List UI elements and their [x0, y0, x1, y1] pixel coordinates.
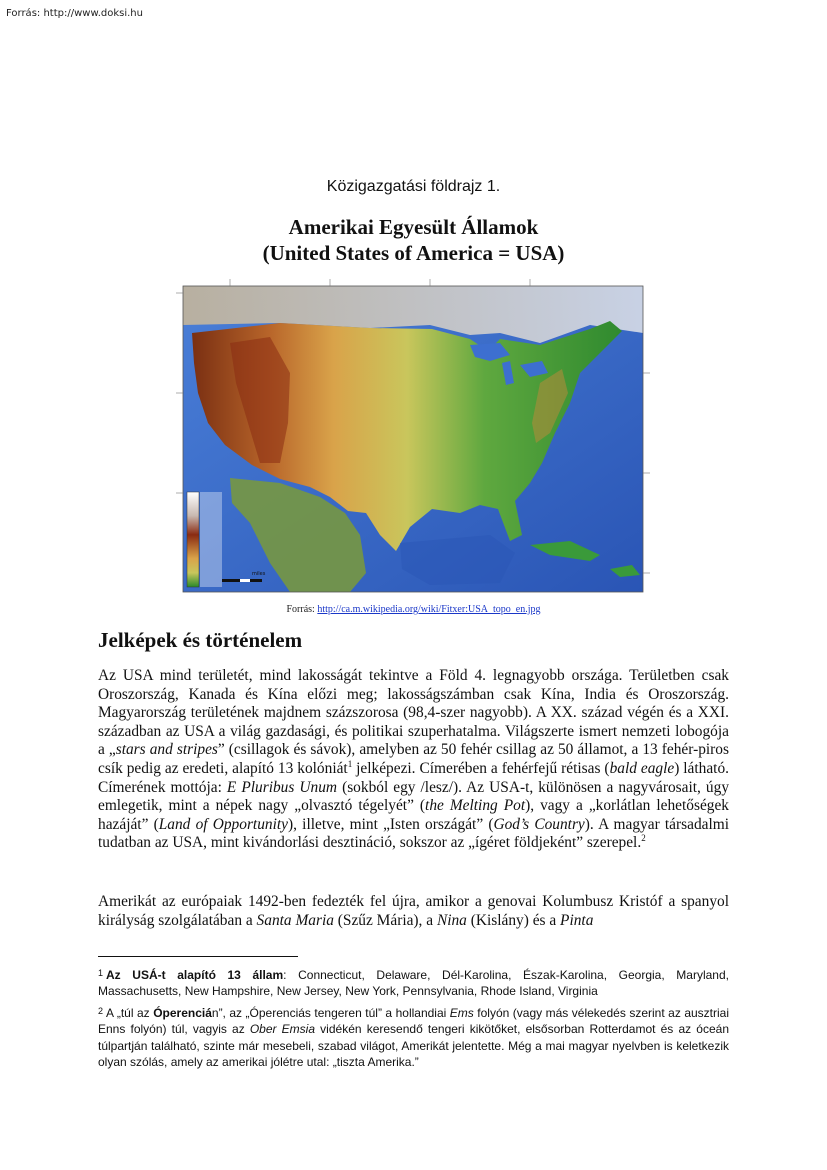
- text-run: ). A magyar társadalmi tudatban az USA, mint kivándorlási desztináció, sokszor az „ígéret földjeként” szerepel.: [98, 815, 729, 852]
- italic-term: stars and stripes: [115, 741, 218, 759]
- footnote-bold-term: Óperenciá: [153, 1006, 212, 1020]
- section-heading: Jelképek és történelem: [98, 628, 303, 652]
- elevation-legend: [187, 492, 199, 587]
- italic-term: Ems: [449, 1006, 474, 1020]
- footnote-number: 1: [98, 968, 104, 978]
- document-subtitle: (United States of America = USA): [262, 241, 565, 265]
- text-run: (Kislány) és a: [466, 911, 561, 929]
- text-run: Amerikát az európaiak 1492-ben fedezték fel újra, amikor a genovai Kolumbusz Kristóf a spanyol királyság szolgálatában a: [98, 893, 729, 929]
- footnote-1: [98, 965, 729, 1000]
- text-run: A „túl az: [106, 1006, 154, 1020]
- text-run: ), illetve, mint „Isten országát” (: [288, 815, 494, 833]
- footnote-number: 2: [98, 1006, 104, 1016]
- text-run: : Connecticut, Delaware, Dél-Karolina, Észak-Karolina, Georgia, Maryland, Massachusetts, New Hampshire, New Jersey, New York, Pennsylvania, Rhode Island, Virginia: [98, 968, 729, 999]
- text-run: (sokból egy /lesz/). Az USA-t, különösen a nagyvárosait, úgy emlegetik, mint a népek nagy „olvasztó tégelyét” (: [98, 778, 730, 815]
- italic-term: Ober Emsia: [249, 1022, 316, 1037]
- italic-term: the Melting Pot: [425, 797, 526, 815]
- italic-term: Land of Opportunity: [158, 815, 288, 833]
- italic-term: Santa Maria: [256, 911, 334, 929]
- map-caption: [0, 604, 827, 615]
- text-run: ) látható. Címerének mottója:: [98, 759, 729, 796]
- legend-labels-panel: [200, 492, 222, 587]
- scale-label: miles: [252, 571, 266, 577]
- source-url-header: Forrás: http://www.doksi.hu: [6, 8, 143, 19]
- gulf-of-mexico: [400, 535, 515, 585]
- footnote-separator: [98, 956, 298, 957]
- footnote-2: [98, 1003, 729, 1071]
- paragraph-symbols-history: [98, 667, 729, 853]
- usa-map-figure: [170, 273, 660, 603]
- text-run: jelképezi. Címerében a fehérfejű rétisas (: [352, 759, 610, 777]
- text-run: ), vagy a „korlátlan lehetőségek hazáját” (: [98, 797, 729, 833]
- text-run: ” (csillagok és sávok), amelyben az 50 fehér csillag az 50 államot, a 13 fehér-piros csík pedig az eredeti, alapító 13 kolóniát: [98, 741, 729, 777]
- text-run: folyón (vagy más vélekedés szerint az ausztriai Enns folyón) túl, vagyis az: [98, 1006, 730, 1037]
- footnote-ref-2: 2: [641, 833, 646, 844]
- document-title: Amerikai Egyesült Államok: [288, 215, 539, 239]
- italic-term: God’s Country: [493, 815, 585, 833]
- map-caption-prefix: Forrás:: [286, 604, 318, 615]
- italic-term: Pinta: [560, 911, 594, 929]
- usa-topographic-map: [170, 273, 660, 603]
- paragraph-discovery: [98, 893, 729, 930]
- footnote-ref-1: 1: [347, 758, 353, 769]
- italic-term: E Pluribus Unum: [226, 778, 338, 796]
- text-run: (Szűz Mária), a: [333, 911, 437, 929]
- course-header: Közigazgatási földrajz 1.: [326, 178, 501, 195]
- map-source-link[interactable]: http://ca.m.wikipedia.org/wiki/Fitxer:USA_topo_en.jpg: [317, 604, 541, 615]
- text-run: n”, az „Óperenciás tengeren túl” a hollandiai: [211, 1006, 450, 1020]
- italic-term: bald eagle: [609, 759, 675, 777]
- text-run: vidékén keresendő tengeri kikötőket, elsősorban Rotterdamot és az óceán túlpartján található, szinte már mesebeli, szabad világot, Amerikát jelentette. Még a mai magyar nyelvben is keletkezik olyan szólás, amely az amerikai jólétre utal: „tiszta Amerika.”: [98, 1022, 729, 1070]
- text-run: Az USA mind területét, mind lakosságát tekintve a Föld 4. legnagyobb országa. Területben csak Oroszország, Kanada és Kína előzi meg; lakosságszámban csak Kína, India és Oroszország. Magyarország területének majdnem százszorosa (98,4-szer nagyobb). A XX. század végén és a XXI. században az USA a világ gazdasági, és politikai szuperhatalma. Világszerte ismert nemzeti lobogója a „: [98, 667, 729, 759]
- italic-term: Nina: [436, 911, 467, 929]
- scale-bar-segment: [240, 579, 250, 582]
- footnote-bold-term: Az USÁ-t alapító 13 állam: [106, 968, 284, 982]
